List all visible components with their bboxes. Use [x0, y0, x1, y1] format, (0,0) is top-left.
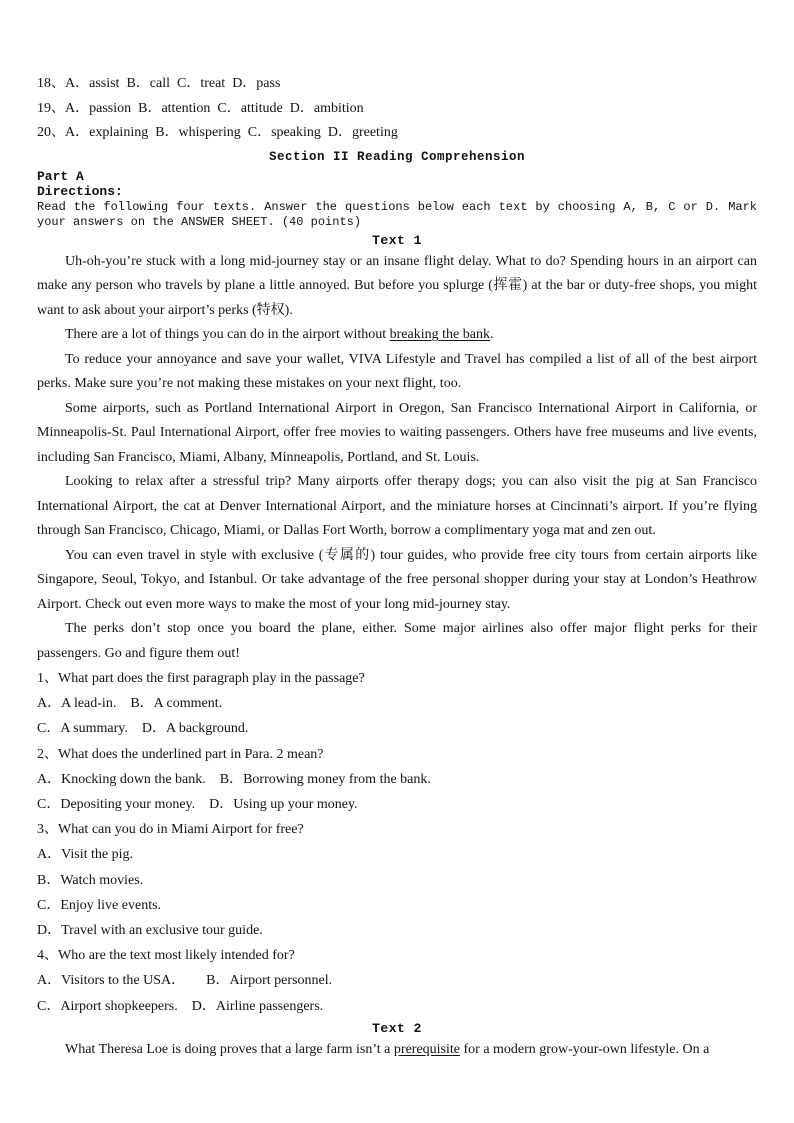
cloze-line-19: 19、A．passion B．attention C．attitude D．ambition — [37, 100, 364, 116]
text2-title: Text 2 — [372, 1020, 422, 1036]
question-1-prompt: 1、What part does the first paragraph play in the passage? — [37, 671, 365, 686]
text1-paragraph-6: You can even travel in style with exclusive (专属的) tour guides, who provide free city tours from certain airports like Singapore, Seoul, Tokyo, and Istanbul. Or take advantage of the free personal shopper during your stay at London’s Heathrow Airport. Check out even more ways to make the most of your long mid-journey stay. — [37, 547, 757, 612]
question-3-option-c: C．Enjoy live events. — [37, 897, 162, 913]
text2-paragraph-1-text: What Theresa Loe is doing proves that a large farm isn’t a — [65, 1041, 394, 1057]
text1-paragraph-3: To reduce your annoyance and save your wallet, VIVA Lifestyle and Travel has compiled a list of all of the best airport perks. Make sure you’re not making these mistakes on your next flight, too. — [37, 351, 757, 391]
paragraph-2-end: . — [489, 327, 494, 342]
text1-passage — [37, 250, 757, 667]
directions-text: Read the following four texts. Answer the questions below each text by choosing A, B, C or D. Mark your answers on the ANSWER SHEET. (40 points) — [37, 199, 757, 229]
text1-paragraph-5: Looking to relax after a stressful trip? Many airports offer therapy dogs; you can also visit the pig at San Francisco International Airport, the cat at Denver International Airport, and the miniature horses at Cincinnati’s airport. If you’re flying through San Francisco, Chicago, Miami, or Dallas Fort Worth, borrow a complimentary yoga mat and zen out. — [37, 474, 757, 538]
cloze-line-18: 18、A．assist B．call C．treat D．pass — [37, 76, 281, 91]
part-a-label: Part A — [37, 168, 84, 184]
paragraph-2-text: There are a lot of things you can do in the airport without — [65, 327, 390, 342]
question-1-options-cd: C．A summary. D．A background. — [37, 721, 249, 737]
question-4-options-cd: C．Airport shopkeepers. D．Airline passengers. — [37, 998, 324, 1014]
text2-paragraph-1 — [37, 1038, 757, 1063]
question-3-option-d: D．Travel with an exclusive tour guide. — [37, 923, 263, 939]
text1-title: Text 1 — [372, 232, 422, 248]
underlined-phrase-breaking-the-bank: breaking the bank — [389, 327, 490, 342]
directions-label: Directions: — [37, 184, 123, 199]
underlined-word-prerequisite: prerequisite — [393, 1041, 460, 1057]
question-3-option-a: A．Visit the pig. — [37, 847, 133, 863]
text1-questions — [37, 666, 757, 1019]
text1-paragraph-7: The perks don’t stop once you board the plane, either. Some major airlines also offer major flight perks for their passengers. Go and figure them out! — [37, 621, 757, 661]
question-3-option-b: B．Watch movies. — [37, 872, 144, 888]
question-1-options-ab: A．A lead-in. B．A comment. — [37, 696, 223, 712]
question-2-options-ab: A．Knocking down the bank. B．Borrowing money from the bank. — [37, 771, 431, 787]
text1-paragraph-1: Uh-oh-you’re stuck with a long mid-journey stay or an insane flight delay. What to do? Spending hours in an airport can make any person who travels by plane a little annoyed. But before you splurge (挥霍) at the bar or duty-free shops, you might want to ask about your airport’s perks (特权). — [37, 253, 757, 318]
question-2-prompt: 2、What does the underlined part in Para. 2 mean? — [37, 746, 324, 762]
question-4-prompt: 4、Who are the text most likely intended for? — [37, 948, 295, 964]
question-3-prompt: 3、What can you do in Miami Airport for free? — [37, 822, 304, 838]
cloze-options-section — [37, 72, 757, 146]
text1-paragraph-2 — [37, 323, 757, 348]
section-title: Section II Reading Comprehension — [268, 149, 526, 164]
text2-passage — [37, 1038, 757, 1063]
text2-paragraph-1-end: for a modern grow-your-own lifestyle. On a — [460, 1041, 710, 1057]
question-2-options-cd: C．Depositing your money. D．Using up your money. — [37, 797, 358, 813]
question-4-options-ab: A．Visitors to the USA． B．Airport personnel. — [37, 973, 333, 989]
cloze-line-20: 20、A．explaining B．whispering C．speaking D．greeting — [37, 125, 398, 140]
text1-paragraph-4: Some airports, such as Portland International Airport in Oregon, San Francisco International Airport in California, or Minneapolis-St. Paul International Airport, offer free movies to waiting passengers. Others have free museums and live events, including San Francisco, Miami, Albany, Minneapolis, Portland, and St. Louis. — [37, 400, 757, 465]
